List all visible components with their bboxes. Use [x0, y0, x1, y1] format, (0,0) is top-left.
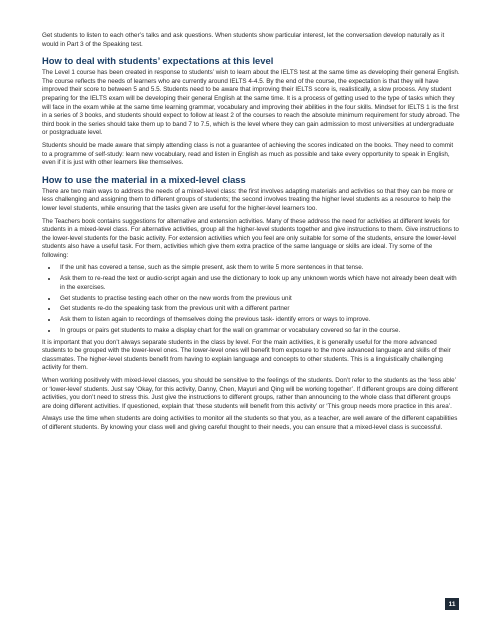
section-heading-expectations: How to deal with students’ expectations at this level: [42, 55, 274, 67]
list-item: • Ask them to listen again to recordings of themselves doing the previous task- identify errors or ways to improve.: [58, 316, 460, 325]
mixed-level-paragraph-2: The Teachers book contains suggestions for alternative and extension activities. Many of these address the need for activities at different levels for students in a mixed-level class. For alternative activities, group all the higher-level students together and give instructions to them. Give instructions to the lower-level students for the basic activity. For extension activities which you feel are only suitable for some of the students, ensure the lower-level students also have a useful task. For them, activities which give them extra practice of the same language or skills are ideal. Try some of the following:: [42, 217, 459, 259]
list-item: • Get students re-do the speaking task from the previous unit with a different partner: [58, 305, 460, 314]
activity-bullet-list: [42, 264, 460, 335]
list-item: • If the unit has covered a tense, such as the simple present, ask them to write 5 more sentences in that tense.: [58, 264, 460, 273]
mixed-level-paragraph-5: Always use the time when students are doing activities to monitor all the students so that you, as a teacher, are well aware of the different capabilities of different students. By knowing your class well and giving careful thought to their needs, you can ensure that a mixed-level class is successful.: [42, 415, 458, 431]
mixed-level-paragraph-4: When working positively with mixed-level classes, you should be sensitive to the feelings of the students. Don’t refer to the students as the ‘less able’ or ‘lower-level’ students. Just say ‘Okay, for this activity, Danny, Chen, Mayuri and Qing will be working together’. If different groups are doing different activities, you don’t need to stress this. Just give the instructions to different groups, rather than announcing to the whole class that different groups are doing different activities. If questioned, explain that ‘these students will benefit from this activity’ or ‘This group needs more practice in this area’.: [42, 376, 458, 410]
page-number-badge: 11: [445, 598, 459, 610]
mixed-level-paragraph-3: It is important that you don’t always separate students in the class by level. For the main activities, it is generally useful for the more advanced students to be grouped with the lower-level ones. The lower-level ones will benefit from exposure to the more advanced language and skills of their classmates. The higher-level students benefit from having to explain language and concepts to other students. This is a linguistically challenging activity for them.: [42, 338, 451, 372]
list-item: • Get students to practise testing each other on the new words from the previous unit: [58, 295, 460, 304]
expectations-paragraph-2: Students should be made aware that simply attending class is not a guarantee of achieving the scores indicated on the books. They need to commit to a programme of self-study: learn new vocabulary, read and listen in English as much as possible and take every opportunity to speak in English, even if it is just with other learners like themselves.: [42, 141, 454, 167]
list-item: • In groups or pairs get students to make a display chart for the wall on grammar or vocabulary covered so far in the course.: [58, 327, 460, 336]
section-heading-mixed-level: How to use the material in a mixed-level class: [42, 173, 246, 185]
mixed-level-paragraph-1: There are two main ways to address the needs of a mixed-level class: the first involves adapting materials and activities so that they can be more or less challenging and assigning them to different groups of students; the second involves treating the higher level students as a resource to help the lower level students, while ensuring that the tasks given are useful for the higher-level learners too.: [42, 187, 454, 212]
list-item: • Ask them to re-read the text or audio-script again and use the dictionary to look up any unknown words which have not already been dealt with in the exercises.: [58, 275, 460, 292]
intro-paragraph: Get students to listen to each other’s talks and ask questions. When students show particular interest, let the conversation develop naturally as it would in Part 3 of the Speaking test.: [42, 32, 445, 48]
expectations-paragraph-1: The Level 1 course has been created in response to students’ wish to learn about the IELTS test at the same time as developing their general English. The course reflects the needs of learners who are currently around IELTS 4-4.5. By the end of the course, the expectation is that they will have improved their score to between 5 and 5.5. Students need to be aware that improving their IELTS score is, realistically, a slow process. Any student preparing for the IELTS exam will be developing their general English at the same time. It is a process of getting used to the type of tasks which they will face in the exam while at the same time learning grammar, vocabulary and improving their abilities in the four skills. Mindset for IELTS 1 is the first in a series of 3 books, and students should expect to follow at least 2 of the courses to reach the absolute minimum requirement for study abroad. The third book in the series should take them up to band 7 to 7.5, which is the level where they can gain admission to most universities at undergraduate or postgraduate level.: [42, 69, 460, 137]
